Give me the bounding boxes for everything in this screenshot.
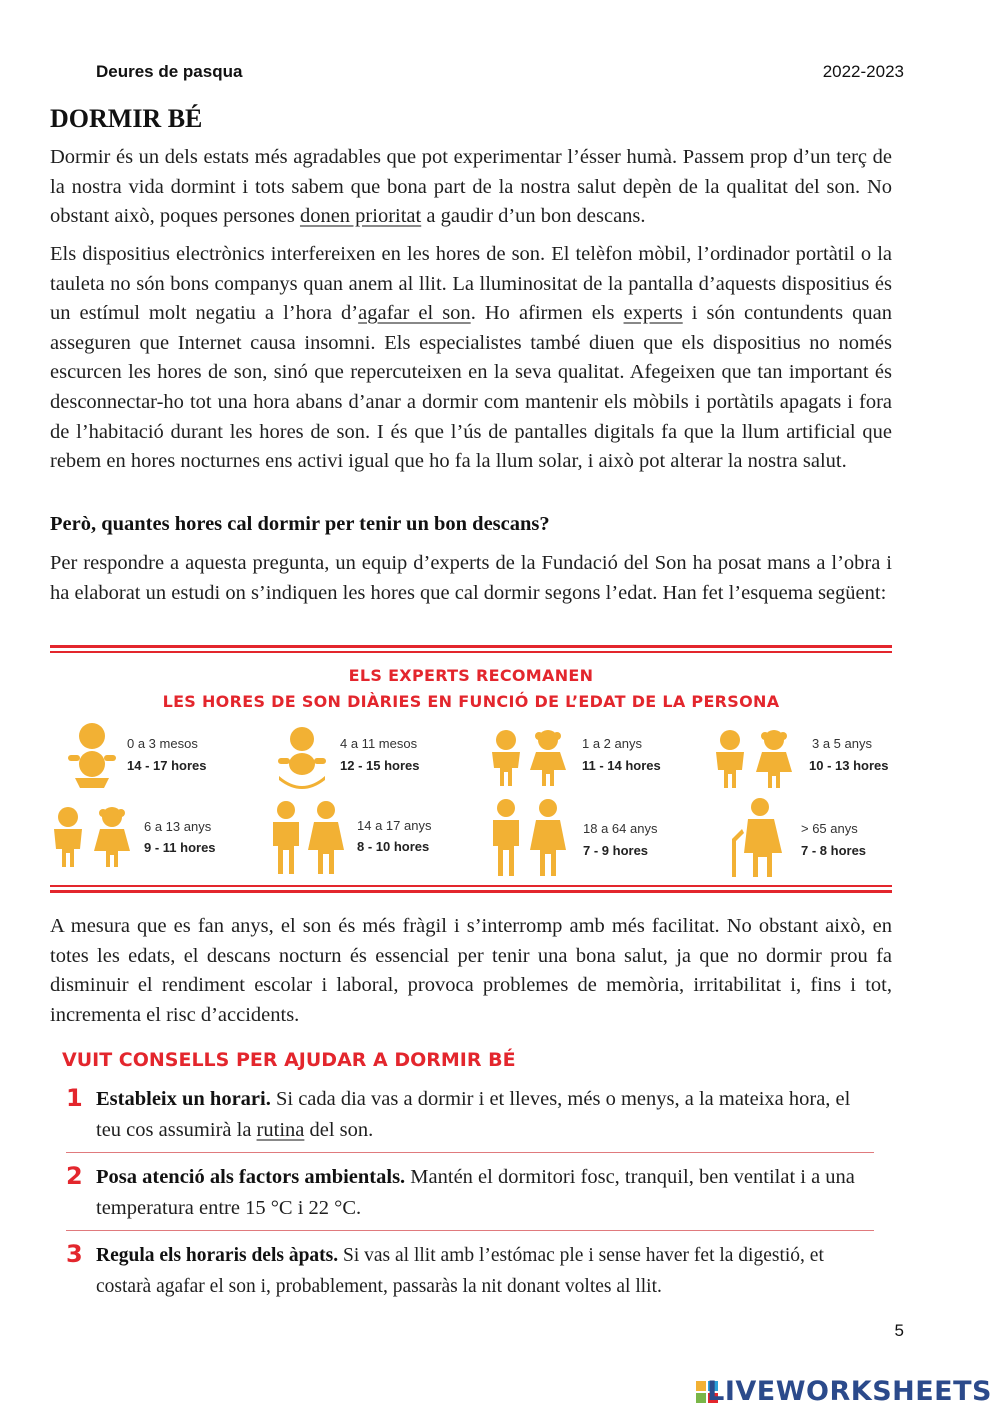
children-icon (710, 728, 796, 788)
age-label: > 65 anys (801, 821, 858, 836)
text-span: Dormir és un dels estats més agradables que pot experimentar l’ésser humà. Passem prop d’un terç de la nostra vida dormint i tots sabem que bona part de la nostra salut depèn de la qualitat del son. No obstant això, poques persones (50, 146, 892, 228)
tip-heading: Posa atenció als factors ambientals. (96, 1166, 406, 1188)
text-span: . Ho afirmen els (470, 302, 624, 325)
age-label: 14 a 17 anys (357, 818, 432, 833)
hours-label: 7 - 8 hores (801, 843, 867, 858)
hours-label: 11 - 14 hores (582, 758, 661, 773)
section-question: Però, quantes hores cal dormir per tenir un bon descans? (50, 513, 550, 535)
underlined-term: donen prioritat (299, 205, 422, 228)
teenagers-icon (268, 800, 348, 874)
paragraph-age: A mesura que es fan anys, el son és més fràgil i s’interromp amb més facilitat. No obstant això, en totes les edats, el descans nocturn és essencial per tenir una bona salut, ja que no dormir prou fa disminuir el rendiment escolar i laboral, provoca problemes de memòria, irritabilitat i, fins i tot, incrementa el risc d’accidents. (50, 915, 892, 1026)
toddlers-icon (486, 728, 570, 786)
hours-label: 12 - 15 hores (340, 758, 420, 773)
infographic-title-2: LES HORES DE SON DIÀRIES EN FUNCIÓ DE L’EDAT DE LA PERSONA (162, 692, 780, 711)
tip-text (96, 1084, 876, 1146)
tip-heading: Estableix un horari. (96, 1088, 271, 1110)
tip-divider (66, 1230, 874, 1231)
tip-item (66, 1240, 876, 1304)
top-rule (50, 645, 892, 648)
age-label: 3 a 5 anys (812, 736, 872, 751)
tip-item (66, 1084, 876, 1148)
top-rule-thin (50, 651, 892, 653)
text-span: Si cada dia vas a dormir i et lleves, més o menys, a la mateixa hora, el teu cos assumirà la (96, 1088, 851, 1141)
age-label: 18 a 64 anys (583, 821, 658, 836)
adults-icon (488, 798, 570, 876)
children-icon (50, 805, 134, 867)
baby-icon (275, 726, 329, 792)
brand-watermark[interactable]: LIVEWORKSHEETS (707, 1376, 992, 1407)
header-right: 2022-2023 (822, 62, 904, 81)
tip-text (96, 1162, 876, 1224)
text-span: Si vas al llit amb l’estómac ple i sense haver fet la digestió, et costarà agafar el son i, probablement, passaràs la nit donant voltes al llit. (96, 1245, 824, 1297)
bottom-rule-thin (50, 885, 892, 887)
hours-label: 10 - 13 hores (809, 758, 889, 773)
age-label: 6 a 13 anys (144, 819, 212, 834)
underlined-term: agafar el son (358, 302, 471, 325)
tip-number: 3 (66, 1240, 83, 1268)
age-label: 4 a 11 mesos (340, 736, 418, 751)
tip-number: 1 (66, 1084, 83, 1112)
hours-label: 7 - 9 hores (583, 843, 649, 858)
paragraph-devices (50, 240, 892, 477)
paragraph-intro (50, 143, 892, 232)
paragraph-study: Per respondre a aquesta pregunta, un equip d’experts de la Fundació del Son ha posat mans a l’obra i ha elaborat un estudi on s’indiquen les hores que cal dormir segons l’edat. Han fet l’esquema següent: (50, 552, 892, 604)
tip-divider (66, 1152, 874, 1153)
age-label: 1 a 2 anys (582, 736, 642, 751)
underlined-term: rutina (256, 1119, 305, 1141)
tips-title: VUIT CONSELLS PER AJUDAR A DORMIR BÉ (62, 1049, 516, 1071)
hours-label: 9 - 11 hores (144, 840, 216, 855)
tip-text (96, 1240, 876, 1302)
page-number: 5 (894, 1321, 904, 1340)
tip-item (66, 1162, 876, 1226)
bottom-rule (50, 890, 892, 893)
text-span: i són contundents quan asseguren que Internet causa insomni. Els especialistes també diuen que els dispositius no només escurcen les hores de son, sinó que repercuteixen en la seva qualitat. Afegeixen que tan important és desconnectar-ho tot una hora abans d’anar a dormir com mantenir els mòbils i portàtils apagats i fora de l’habitació durant les hores de son. I és que l’ús de pantalles digitals fa que la llum artificial que rebem en hores nocturnes ens activi igual que ho fa la llum solar, i això pot alterar la nostra salut. (50, 302, 892, 473)
tip-heading: Regula els horaris dels àpats. (96, 1245, 339, 1266)
hours-label: 14 - 17 hores (127, 758, 207, 773)
text-span: Mantén el dormitori fosc, tranquil, ben ventilat i a una temperatura entre 15 °C i 22 °C. (96, 1166, 855, 1219)
text-span: del son. (304, 1119, 374, 1141)
age-label: 0 a 3 mesos (127, 736, 198, 751)
text-span: Els dispositius electrònics interfereixen en les hores de son. El telèfon mòbil, l’ordinador portàtil o la tauleta no són bons companys quan anem al llit. La lluminositat de la pantalla d’aquests dispositius és un estímul molt negatiu a l’hora d’ (50, 243, 892, 325)
infographic-title-1: ELS EXPERTS RECOMANEN (348, 666, 594, 685)
page-title: DORMIR BÉ (50, 104, 203, 133)
baby-icon (66, 722, 118, 790)
text-span: a gaudir d’un bon descans. (421, 205, 646, 228)
hours-label: 8 - 10 hores (357, 839, 430, 854)
header-left: Deures de pasqua (96, 62, 243, 81)
elderly-icon (722, 797, 792, 877)
underlined-term: experts (623, 302, 683, 325)
tip-number: 2 (66, 1162, 83, 1190)
